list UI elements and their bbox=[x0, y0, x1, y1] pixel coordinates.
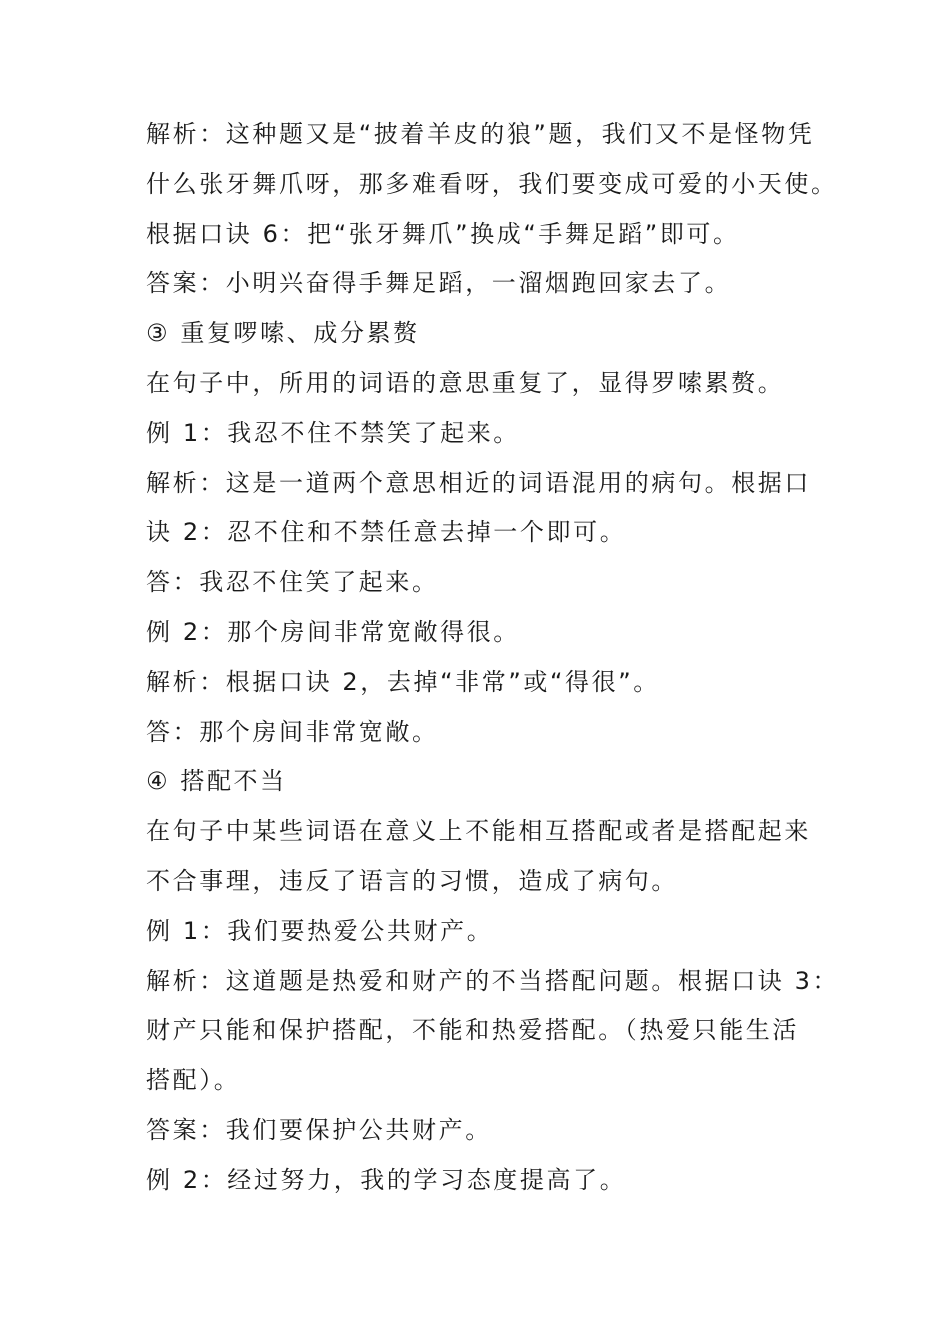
example-line: 例 2：经过努力，我的学习态度提高了。 bbox=[146, 1165, 627, 1194]
example-line: 例 1：我忍不住不禁笑了起来。 bbox=[146, 418, 520, 447]
section-heading: ③ 重复啰嗦、成分累赘 bbox=[146, 319, 420, 348]
text-line: 解析：根据口诀 2，去掉“非常”或“得很”。 bbox=[146, 667, 660, 696]
answer-line: 答案：我们要保护公共财产。 bbox=[146, 1115, 492, 1144]
example-line: 例 2：那个房间非常宽敞得很。 bbox=[146, 617, 520, 646]
example-line: 例 1：我们要热爱公共财产。 bbox=[146, 916, 494, 945]
answer-line: 答：那个房间非常宽敞。 bbox=[146, 717, 439, 746]
answer-line: 答：我忍不住笑了起来。 bbox=[146, 568, 439, 597]
text-line: 在句子中某些词语在意义上不能相互搭配或者是搭配起来 bbox=[146, 817, 811, 846]
text-line: 在句子中，所用的词语的意思重复了，显得罗嗦累赘。 bbox=[146, 368, 785, 397]
text-line: 不合事理，违反了语言的习惯，造成了病句。 bbox=[146, 866, 678, 895]
document-body bbox=[146, 110, 840, 1206]
text-line: 诀 2：忍不住和不禁任意去掉一个即可。 bbox=[146, 518, 627, 547]
answer-line: 答案：小明兴奋得手舞足蹈，一溜烟跑回家去了。 bbox=[146, 269, 732, 298]
section-heading: ④ 搭配不当 bbox=[146, 767, 287, 796]
text-line: 什么张牙舞爪呀，那多难看呀，我们要变成可爱的小天使。 bbox=[146, 169, 838, 198]
text-line: 财产只能和保护搭配，不能和热爱搭配。（热爱只能生活 bbox=[146, 1016, 799, 1045]
text-line: 解析：这种题又是“披着羊皮的狼”题，我们又不是怪物凭 bbox=[146, 120, 815, 148]
text-line: 根据口诀 6：把“张牙舞爪”换成“手舞足蹈”即可。 bbox=[146, 219, 740, 248]
text-line: 搭配）。 bbox=[146, 1066, 241, 1095]
text-line: 解析：这是一道两个意思相近的词语混用的病句。根据口 bbox=[146, 468, 811, 497]
text-line: 解析：这道题是热爱和财产的不当搭配问题。根据口诀 3： bbox=[146, 966, 840, 995]
